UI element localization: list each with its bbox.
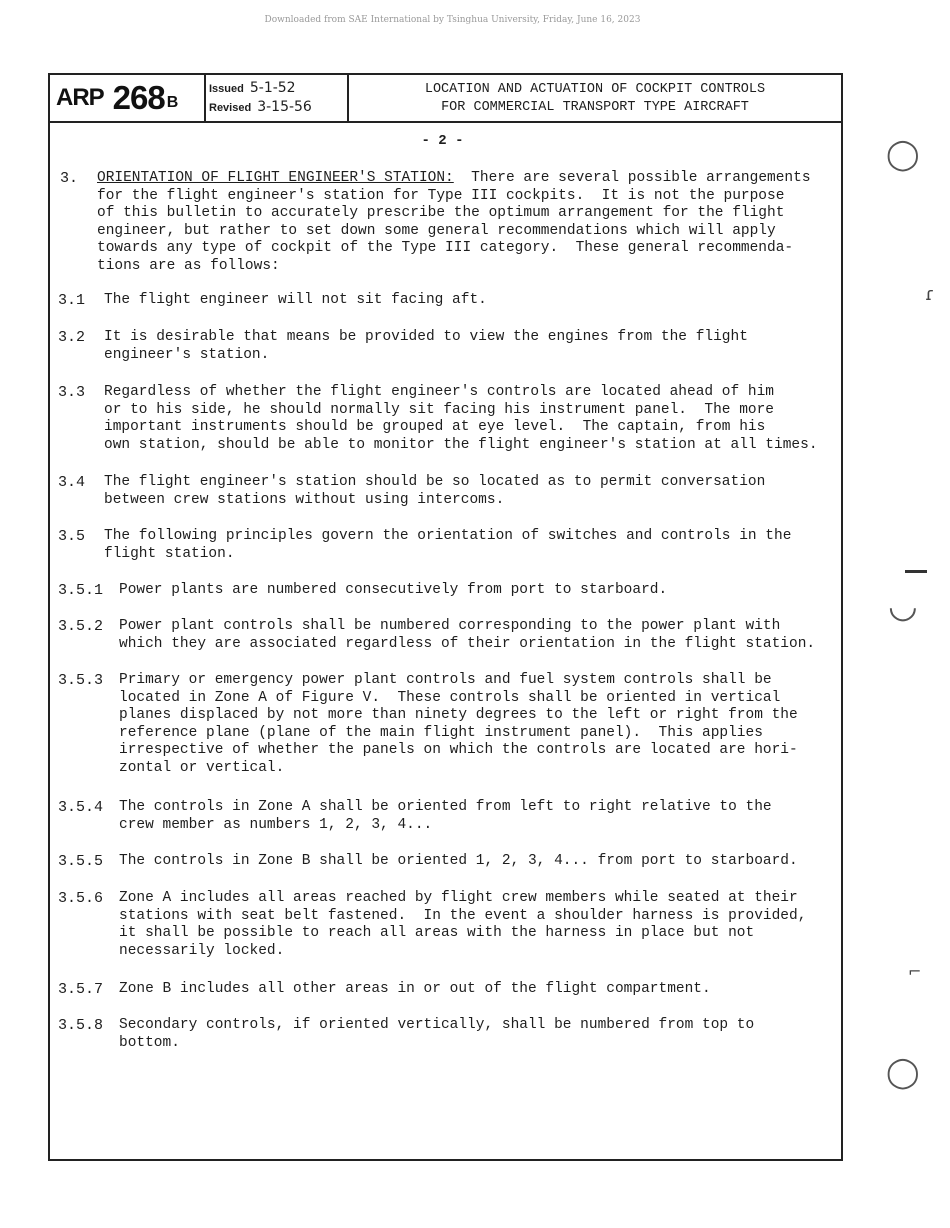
item-line: Secondary controls, if oriented vertically, shall be numbered from top to [119, 1017, 755, 1033]
item-paragraph [104, 329, 748, 364]
scan-mark-circle-icon: ◯ [886, 1055, 920, 1090]
item-line: The controls in Zone A shall be oriented from left to right relative to the [119, 799, 772, 815]
item-line: Power plant controls shall be numbered corresponding to the power plant with [119, 618, 781, 634]
item-line: The flight engineer will not sit facing aft. [104, 292, 487, 308]
item-number: 3.2 [58, 329, 86, 346]
item-paragraph [119, 618, 815, 653]
doc-prefix: ARP [56, 84, 104, 111]
scan-mark-hook-icon: ɾ [925, 284, 935, 305]
item-line: engineer's station. [104, 346, 270, 363]
doc-title [349, 75, 841, 121]
item-line: flight station. [104, 545, 235, 562]
item-line: The controls in Zone B shall be oriented 1, 2, 3, 4... from port to starboard. [119, 853, 798, 869]
item-line: between crew stations without using intercoms. [104, 491, 505, 508]
item-paragraph [104, 292, 487, 310]
download-note: Downloaded from SAE International by Tsinghua University, Friday, June 16, 2023 [264, 15, 641, 25]
item-line: It is desirable that means be provided to view the engines from the flight [104, 329, 748, 345]
item-paragraph [104, 528, 791, 563]
scan-mark-arc-icon: ◡ [888, 586, 918, 626]
item-line: zontal or vertical. [119, 759, 285, 776]
issued-row [209, 79, 347, 98]
item-number: 3.5.7 [58, 981, 104, 998]
item-paragraph [119, 799, 772, 834]
item-number: 3.3 [58, 384, 86, 401]
item-line: own station, should be able to monitor the flight engineer's station at all times. [104, 436, 818, 453]
issued-date: 5-1-52 [249, 80, 296, 96]
doc-number: 268 [112, 79, 165, 116]
item-line: stations with seat belt fastened. In the event a shoulder harness is provided, [119, 907, 807, 924]
item-paragraph [119, 981, 711, 999]
item-line: which they are associated regardless of their orientation in the flight station. [119, 635, 816, 652]
item-line: crew member as numbers 1, 2, 3, 4... [119, 816, 433, 833]
item-paragraph [104, 474, 765, 509]
item-number: 3.5.2 [58, 618, 104, 635]
section-intro-line: tions are as follows: [97, 257, 280, 274]
item-number: 3.1 [58, 292, 86, 309]
item-line: Zone B includes all other areas in or out of the flight compartment. [119, 981, 711, 997]
document-header [50, 75, 841, 123]
section-intro-lead: There are several possible arrangements [453, 170, 811, 186]
section-intro-line: for the flight engineer's station for Type III cockpits. It is not the purpose [97, 187, 785, 204]
item-line: it shall be possible to reach all areas with the harness in place but not [119, 925, 755, 941]
item-number: 3.5.1 [58, 582, 104, 599]
section-intro-line: of this bulletin to accurately prescribe the optimum arrangement for the flight [97, 205, 785, 221]
section-intro-body [97, 188, 793, 276]
scan-mark-dash-icon [905, 570, 927, 573]
section-intro-line: towards any type of cockpit of the Type III category. These general recommenda- [97, 240, 794, 256]
item-paragraph [104, 384, 818, 454]
item-paragraph [119, 890, 806, 960]
item-line: Power plants are numbered consecutively from port to starboard. [119, 582, 668, 598]
item-number: 3.5 [58, 528, 86, 545]
doc-revision: B [166, 94, 179, 111]
section-number: 3. [60, 170, 79, 187]
item-paragraph [119, 1017, 754, 1052]
item-line: important instruments should be grouped at eye level. The captain, from his [104, 419, 766, 435]
item-paragraph [119, 853, 798, 871]
doc-title-line2: FOR COMMERCIAL TRANSPORT TYPE AIRCRAFT [441, 99, 749, 115]
item-number: 3.5.5 [58, 853, 104, 870]
issued-label: Issued [209, 83, 244, 95]
item-line: irrespective of whether the panels on which the controls are located are hori- [119, 742, 798, 758]
item-line: or to his side, he should normally sit facing his instrument panel. The more [104, 401, 775, 418]
item-line: The flight engineer's station should be so located as to permit conversation [104, 474, 766, 490]
item-number: 3.5.6 [58, 890, 104, 907]
scan-mark-circle-icon: ◯ [886, 137, 920, 172]
item-number: 3.5.8 [58, 1017, 104, 1034]
item-line: planes displaced by not more than ninety degrees to the left or right from the [119, 707, 798, 723]
revised-label: Revised [209, 102, 252, 114]
item-line: reference plane (plane of the main flight instrument panel). This applies [119, 724, 763, 741]
revised-row [209, 98, 347, 117]
scan-mark-tick-icon: ⌐ [908, 962, 922, 981]
item-paragraph [119, 672, 798, 777]
item-line: Regardless of whether the flight engineer's controls are located ahead of him [104, 384, 775, 400]
item-line: The following principles govern the orientation of switches and controls in the [104, 528, 792, 544]
item-line: necessarily locked. [119, 942, 285, 959]
page-number: - 2 - [421, 133, 464, 149]
doc-dates [204, 75, 349, 121]
item-line: bottom. [119, 1034, 180, 1051]
section-intro-line: engineer, but rather to set down some general recommendations which will apply [97, 222, 776, 239]
item-line: located in Zone A of Figure V. These controls shall be oriented in vertical [119, 689, 781, 706]
item-number: 3.5.3 [58, 672, 104, 689]
item-line: Primary or emergency power plant controls and fuel system controls shall be [119, 672, 772, 688]
item-number: 3.4 [58, 474, 86, 491]
doc-id [50, 75, 204, 121]
section-intro-first-line [97, 170, 811, 188]
item-number: 3.5.4 [58, 799, 104, 816]
doc-title-line1: LOCATION AND ACTUATION OF COCKPIT CONTROLS [424, 81, 766, 97]
section-heading: ORIENTATION OF FLIGHT ENGINEER'S STATION: [97, 170, 454, 186]
item-line: Zone A includes all areas reached by flight crew members while seated at their [119, 890, 798, 906]
item-paragraph [119, 582, 667, 600]
revised-date: 3-15-56 [257, 99, 312, 115]
